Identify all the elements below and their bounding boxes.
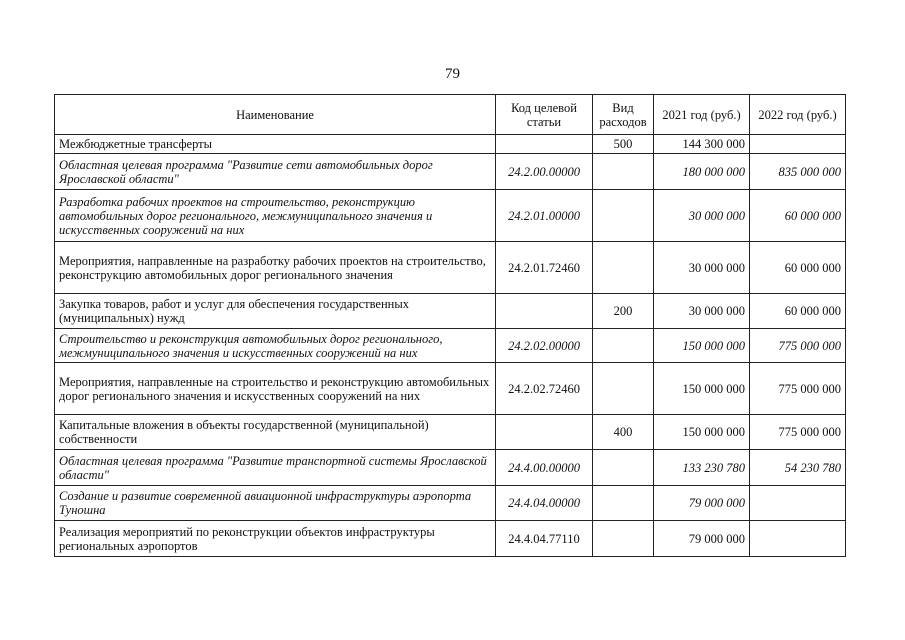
table-row	[55, 486, 846, 521]
cell-type	[593, 450, 654, 486]
cell-type	[593, 486, 654, 521]
cell-2021: 30 000 000	[654, 294, 750, 329]
cell-code	[496, 294, 593, 329]
table-row	[55, 190, 846, 242]
page-number: 79	[445, 66, 460, 82]
table-row	[55, 450, 846, 486]
cell-code: 24.4.00.00000	[496, 450, 593, 486]
header-name: Наименование	[55, 95, 496, 135]
cell-2022: 775 000 000	[750, 415, 846, 450]
cell-type: 200	[593, 294, 654, 329]
cell-2022: 60 000 000	[750, 190, 846, 242]
budget-table	[54, 94, 846, 557]
cell-name: Областная целевая программа "Развитие сети автомобильных дорог Ярославской области"	[55, 154, 496, 190]
table-row	[55, 329, 846, 363]
header-code: Код целевой статьи	[496, 95, 593, 135]
cell-name: Реализация мероприятий по реконструкции объектов инфраструктуры региональных аэропортов	[55, 521, 496, 557]
table-row	[55, 294, 846, 329]
cell-2021: 180 000 000	[654, 154, 750, 190]
cell-type	[593, 521, 654, 557]
cell-code: 24.2.01.72460	[496, 242, 593, 294]
cell-name: Мероприятия, направленные на разработку рабочих проектов на строительство, реконструкцию автомобильных дорог регионального значения	[55, 242, 496, 294]
cell-name: Создание и развитие современной авиационной инфраструктуры аэропорта Туношна	[55, 486, 496, 521]
header-2022: 2022 год (руб.)	[750, 95, 846, 135]
cell-2022: 835 000 000	[750, 154, 846, 190]
table-row	[55, 154, 846, 190]
cell-name: Межбюджетные трансферты	[55, 135, 496, 154]
header-2021: 2021 год (руб.)	[654, 95, 750, 135]
cell-2021: 150 000 000	[654, 329, 750, 363]
cell-2022: 60 000 000	[750, 294, 846, 329]
cell-name: Мероприятия, направленные на строительство и реконструкцию автомобильных дорог регионального значения и искусственных сооружений на них	[55, 363, 496, 415]
cell-2021: 133 230 780	[654, 450, 750, 486]
cell-2021: 144 300 000	[654, 135, 750, 154]
cell-type	[593, 329, 654, 363]
cell-2022	[750, 521, 846, 557]
cell-name: Закупка товаров, работ и услуг для обеспечения государственных (муниципальных) нужд	[55, 294, 496, 329]
table-row	[55, 135, 846, 154]
cell-type	[593, 242, 654, 294]
cell-code: 24.2.00.00000	[496, 154, 593, 190]
cell-type: 500	[593, 135, 654, 154]
table-row	[55, 242, 846, 294]
cell-2021: 150 000 000	[654, 363, 750, 415]
cell-2021: 30 000 000	[654, 242, 750, 294]
cell-2022: 54 230 780	[750, 450, 846, 486]
table-row	[55, 363, 846, 415]
cell-type	[593, 190, 654, 242]
cell-2022	[750, 135, 846, 154]
cell-code: 24.2.02.72460	[496, 363, 593, 415]
cell-2021: 30 000 000	[654, 190, 750, 242]
cell-name: Разработка рабочих проектов на строительство, реконструкцию автомобильных дорог регионального, межмуниципального значения и искусственных сооружений на них	[55, 190, 496, 242]
cell-code: 24.2.02.00000	[496, 329, 593, 363]
table-header-row	[55, 95, 846, 135]
cell-name: Капитальные вложения в объекты государственной (муниципальной) собственности	[55, 415, 496, 450]
cell-code	[496, 135, 593, 154]
cell-2021: 79 000 000	[654, 486, 750, 521]
header-type: Вид расходов	[593, 95, 654, 135]
cell-2022: 60 000 000	[750, 242, 846, 294]
table-row	[55, 521, 846, 557]
cell-code: 24.4.04.00000	[496, 486, 593, 521]
cell-2021: 79 000 000	[654, 521, 750, 557]
cell-2022: 775 000 000	[750, 363, 846, 415]
cell-2022: 775 000 000	[750, 329, 846, 363]
cell-code	[496, 415, 593, 450]
cell-type: 400	[593, 415, 654, 450]
cell-type	[593, 363, 654, 415]
cell-type	[593, 154, 654, 190]
cell-2021: 150 000 000	[654, 415, 750, 450]
cell-name: Строительство и реконструкция автомобильных дорог регионального, межмуниципального значения и искусственных сооружений на них	[55, 329, 496, 363]
cell-code: 24.2.01.00000	[496, 190, 593, 242]
table-row	[55, 415, 846, 450]
cell-name: Областная целевая программа "Развитие транспортной системы Ярославской области"	[55, 450, 496, 486]
cell-2022	[750, 486, 846, 521]
cell-code: 24.4.04.77110	[496, 521, 593, 557]
